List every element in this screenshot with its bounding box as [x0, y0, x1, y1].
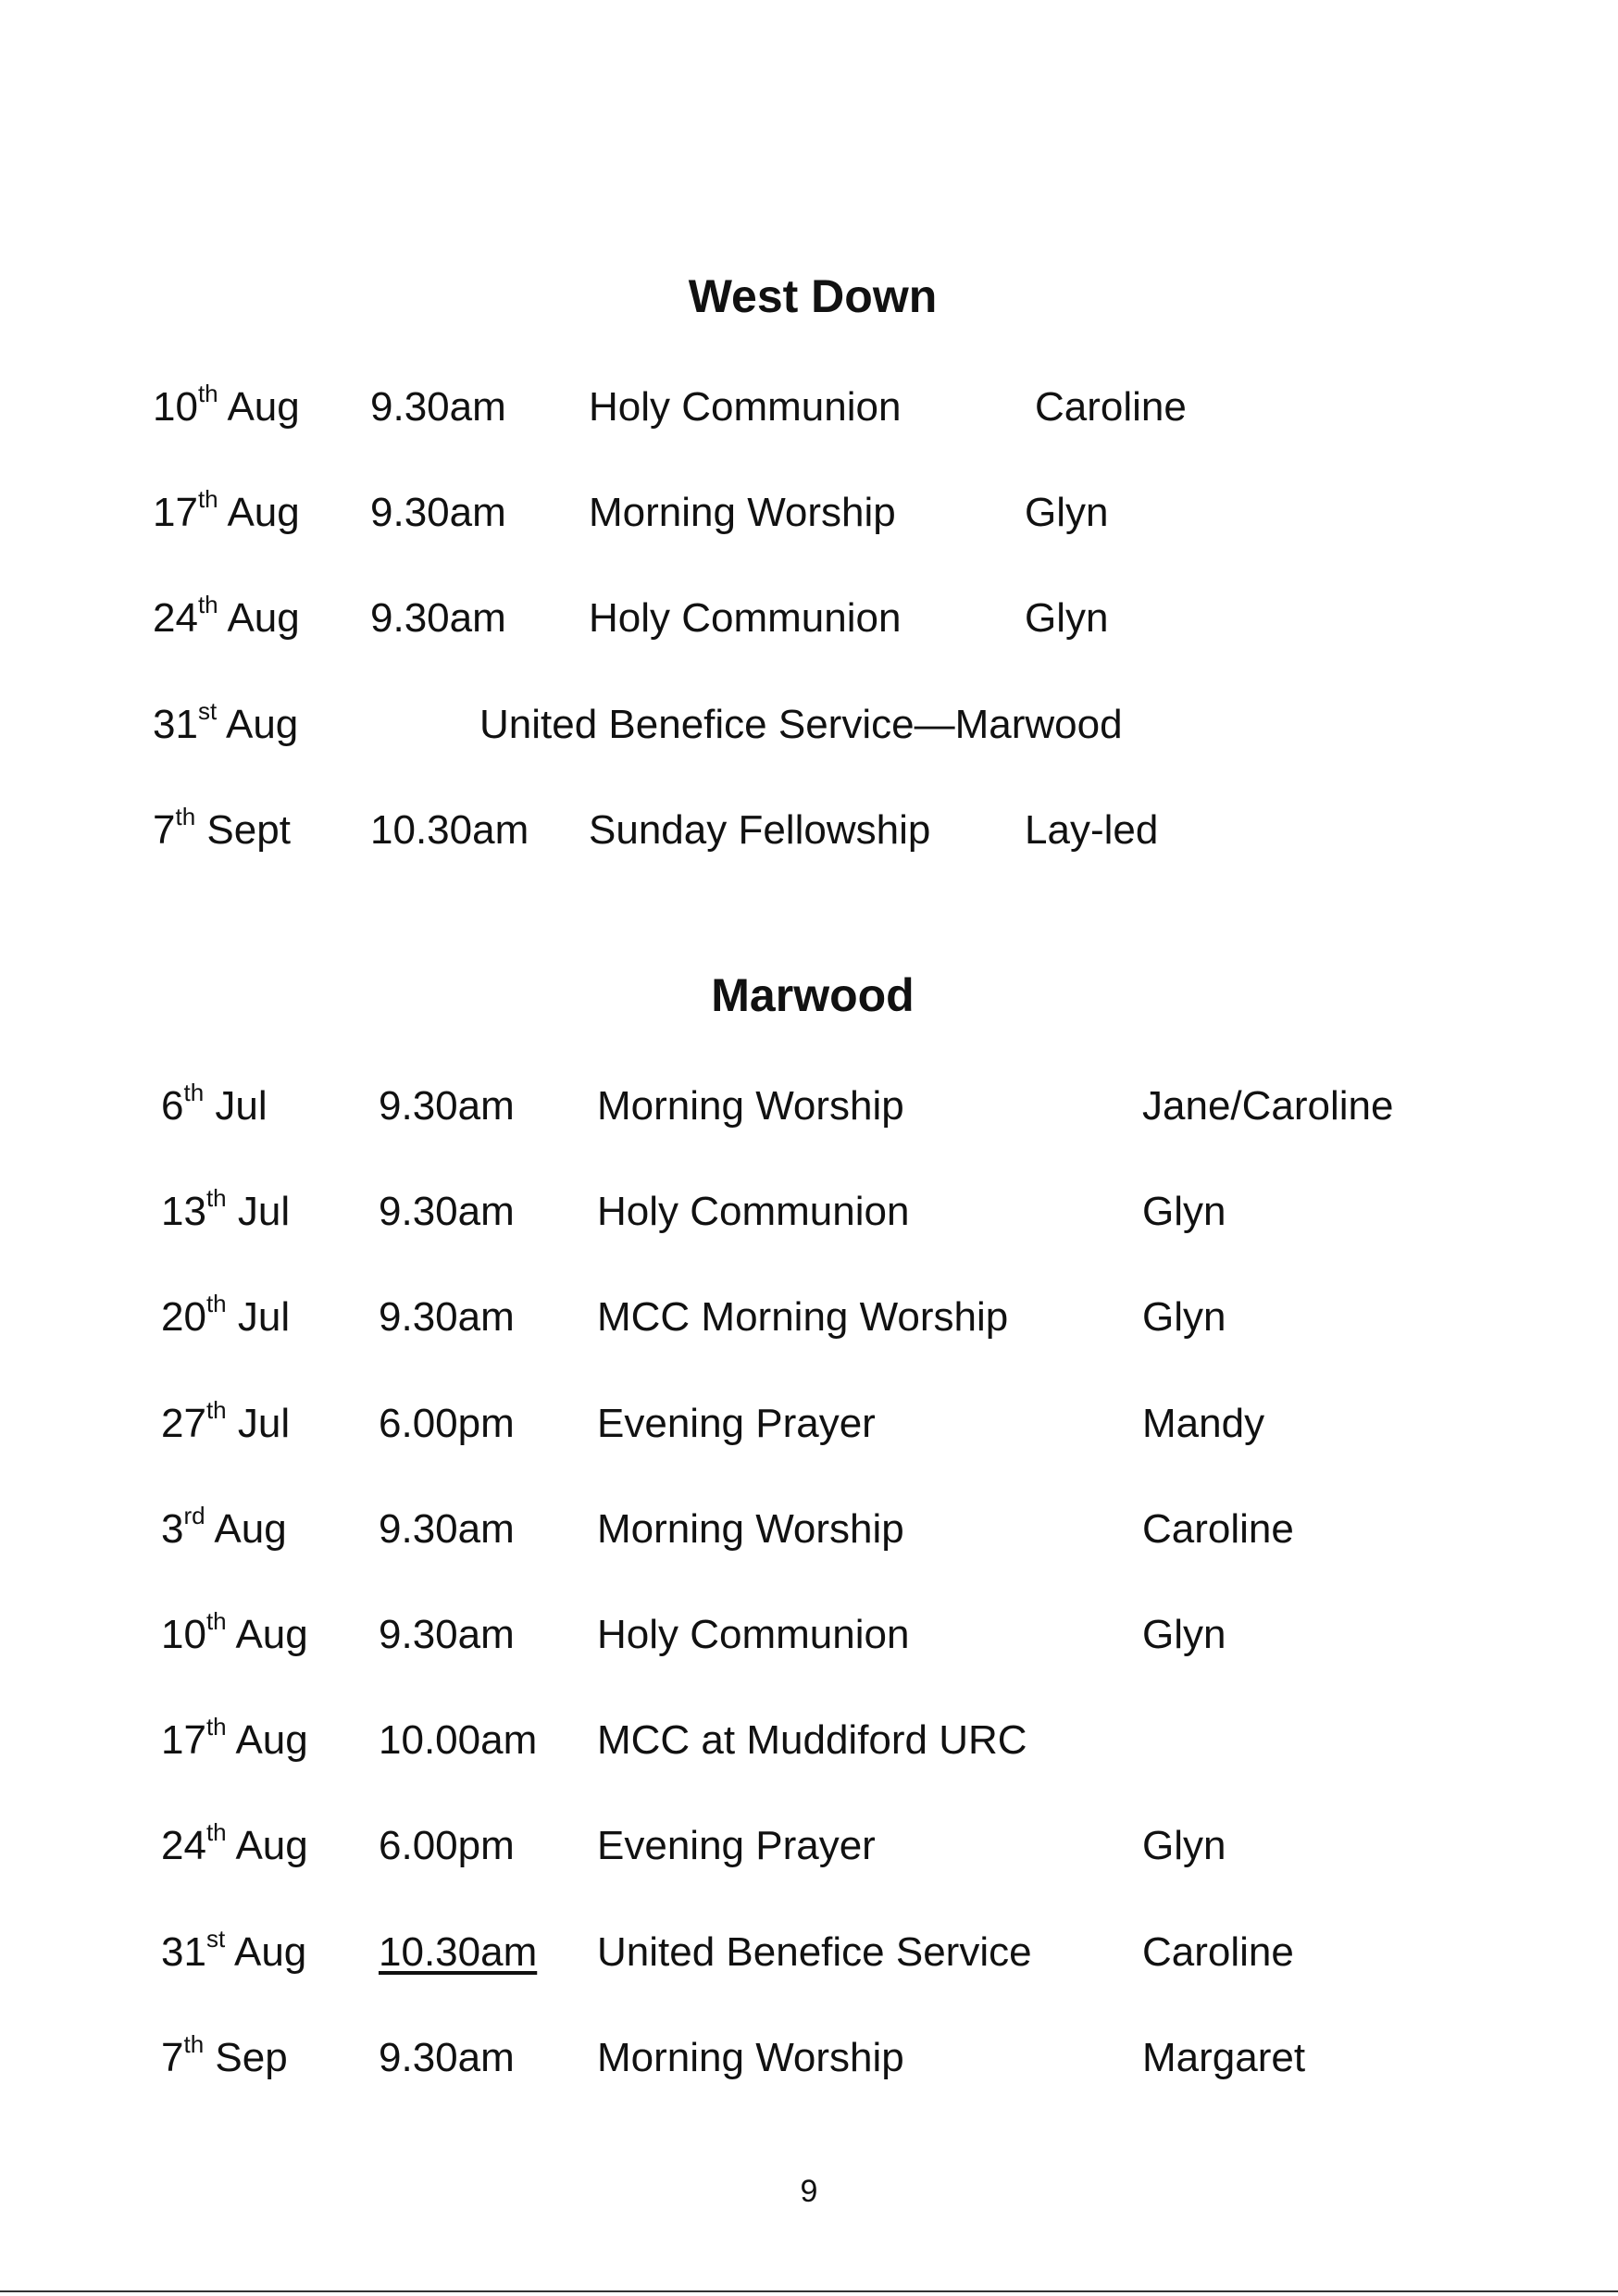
time: 9.30am: [379, 1294, 515, 1340]
time: 9.30am: [379, 1189, 515, 1234]
leader: Glyn: [1025, 595, 1109, 641]
time: 9.30am: [379, 1506, 515, 1552]
leader: Glyn: [1142, 1823, 1226, 1868]
time: 9.30am: [379, 2035, 515, 2080]
schedule-row: [0, 1713, 1618, 1768]
date: 6th Jul: [161, 1079, 268, 1129]
service-name: Morning Worship: [597, 2035, 904, 2080]
service-name: Holy Communion: [597, 1189, 910, 1234]
date: 13th Jul: [161, 1184, 291, 1234]
date: 3rd Aug: [161, 1502, 287, 1552]
service-name: Sunday Fellowship: [589, 807, 931, 853]
leader: Glyn: [1025, 490, 1109, 535]
schedule-row: [0, 2030, 1618, 2086]
time: 9.30am: [370, 490, 506, 535]
date: 24th Aug: [161, 1818, 308, 1868]
service-name: United Benefice Service: [597, 1929, 1032, 1975]
service-name: Morning Worship: [589, 490, 896, 535]
service-name: MCC Morning Worship: [597, 1294, 1009, 1340]
schedule-row: [0, 591, 1618, 646]
schedule-row: [0, 1184, 1618, 1240]
date: 7th Sep: [161, 2030, 288, 2080]
date: 17th Aug: [153, 485, 300, 535]
leader: Margaret: [1142, 2035, 1306, 2080]
time: 10.00am: [379, 1717, 538, 1763]
date: 10th Aug: [161, 1607, 308, 1657]
time: 10.30am: [379, 1929, 538, 1975]
service-name: Holy Communion: [589, 384, 902, 430]
date: 7th Sept: [153, 803, 291, 853]
time: 6.00pm: [379, 1823, 515, 1868]
section-title-marwood: Marwood: [711, 969, 915, 1021]
service-name: Holy Communion: [597, 1612, 910, 1657]
service-name: Evening Prayer: [597, 1401, 876, 1446]
page-bottom-rule: [0, 2290, 1618, 2292]
service-name: Holy Communion: [589, 595, 902, 641]
service-name: Evening Prayer: [597, 1823, 876, 1868]
section-title-west-down: West Down: [688, 270, 938, 322]
date: 10th Aug: [153, 380, 300, 430]
time: 6.00pm: [379, 1401, 515, 1446]
schedule-row: [0, 1818, 1618, 1874]
date: 17th Aug: [161, 1713, 308, 1763]
service-name: MCC at Muddiford URC: [597, 1717, 1027, 1763]
schedule-row: [0, 1290, 1618, 1345]
schedule-row: [0, 1607, 1618, 1663]
date: 27th Jul: [161, 1396, 291, 1446]
leader: Glyn: [1142, 1612, 1226, 1657]
time: 9.30am: [379, 1083, 515, 1129]
service-note: United Benefice Service—Marwood: [479, 702, 1123, 747]
leader: Mandy: [1142, 1401, 1265, 1446]
schedule-row: [0, 1079, 1618, 1134]
service-name: Morning Worship: [597, 1506, 904, 1552]
leader: Glyn: [1142, 1189, 1226, 1234]
date: 24th Aug: [153, 591, 300, 641]
schedule-row: [0, 485, 1618, 541]
leader: Caroline: [1035, 384, 1187, 430]
leader: Caroline: [1142, 1929, 1294, 1975]
leader: Jane/Caroline: [1142, 1083, 1394, 1129]
schedule-row: [0, 380, 1618, 435]
schedule-row: [0, 697, 1618, 753]
time: 9.30am: [379, 1612, 515, 1657]
schedule-row: [0, 803, 1618, 858]
service-name: Morning Worship: [597, 1083, 904, 1129]
schedule-row: [0, 1502, 1618, 1557]
date: 31st Aug: [161, 1925, 307, 1975]
date: 20th Jul: [161, 1290, 291, 1340]
leader: Glyn: [1142, 1294, 1226, 1340]
schedule-row: [0, 1396, 1618, 1452]
time: 10.30am: [370, 807, 529, 853]
leader: Caroline: [1142, 1506, 1294, 1552]
page-number: 9: [800, 2174, 818, 2209]
time: 9.30am: [370, 384, 506, 430]
date: 31st Aug: [153, 697, 299, 747]
time: 9.30am: [370, 595, 506, 641]
schedule-row: [0, 1925, 1618, 1980]
leader: Lay-led: [1025, 807, 1159, 853]
